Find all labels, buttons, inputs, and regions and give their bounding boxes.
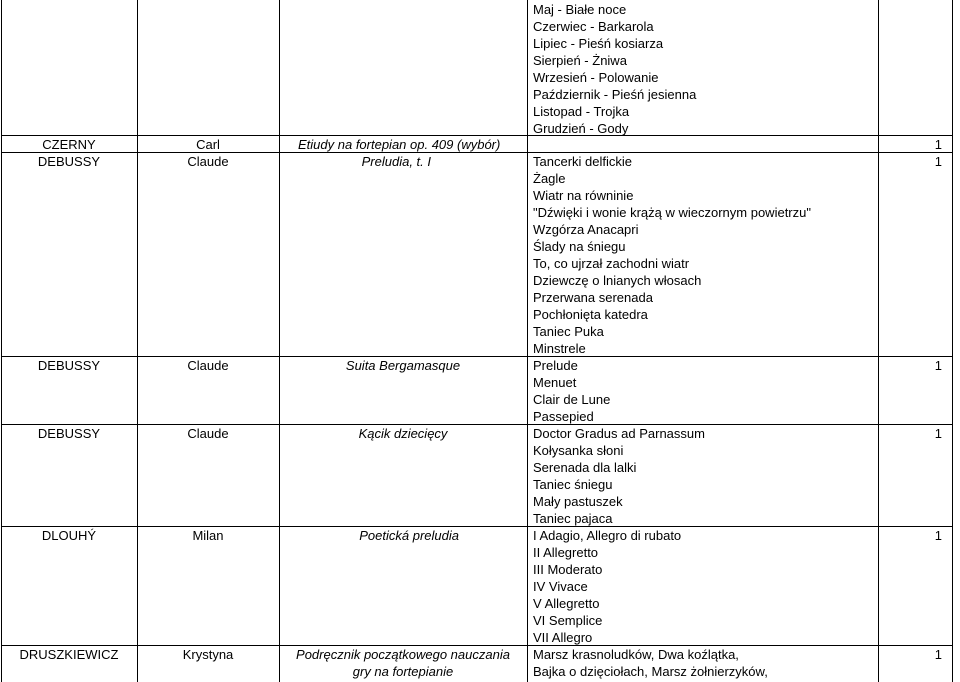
title-line: II Allegretto	[533, 545, 599, 560]
title-line: Pochłonięta katedra	[533, 307, 648, 322]
title-line: Marsz krasnoludków, Dwa koźlątka,	[533, 647, 739, 662]
composer-surname: DEBUSSY	[37, 426, 101, 441]
title-line: Wrzesień - Polowanie	[533, 70, 659, 85]
work-title: Etiudy na fortepian op. 409 (wybór)	[298, 137, 501, 152]
title-line: Serenada dla lalki	[533, 460, 637, 475]
title-line: Wiatr na równinie	[533, 188, 634, 203]
title-line: Lipiec - Pieśń kosiarza	[533, 36, 664, 51]
grid-line	[279, 0, 280, 682]
title-line: Tancerki delfickie	[533, 154, 632, 169]
title-line: Sierpień - Żniwa	[533, 53, 627, 68]
title-line: Passepied	[533, 409, 594, 424]
grid-line	[527, 0, 528, 682]
title-line: To, co ujrzał zachodni wiatr	[533, 256, 690, 271]
work-title: Poetická preludia	[359, 528, 459, 543]
composer-first-name: Carl	[196, 137, 220, 152]
grid-line	[1, 0, 2, 682]
composer-first-name: Claude	[187, 426, 229, 441]
work-title: Kącik dziecięcy	[358, 426, 448, 441]
count: 1	[934, 426, 942, 441]
composer-first-name: Claude	[187, 358, 229, 373]
title-line: Menuet	[533, 375, 577, 390]
grid-line	[952, 0, 953, 682]
title-line: Przerwana serenada	[533, 290, 653, 305]
composer-surname: DEBUSSY	[37, 358, 101, 373]
title-line: Wzgórza Anacapri	[533, 222, 639, 237]
title-line: Mały pastuszek	[533, 494, 623, 509]
composer-surname: DRUSZKIEWICZ	[19, 647, 119, 662]
title-line: III Moderato	[533, 562, 603, 577]
grid-line	[137, 0, 138, 682]
work-title: Suita Bergamasque	[345, 358, 461, 373]
title-line: Clair de Lune	[533, 392, 611, 407]
title-line: Taniec pajaca	[533, 511, 613, 526]
title-line: Żagle	[533, 171, 566, 186]
grid-line	[878, 0, 879, 682]
title-line: Minstrele	[533, 341, 586, 356]
count: 1	[934, 154, 942, 169]
title-line: Doctor Gradus ad Parnassum	[533, 426, 705, 441]
title-line: Czerwiec - Barkarola	[533, 19, 654, 34]
title-line: Listopad - Trojka	[533, 104, 630, 119]
count: 1	[934, 647, 942, 662]
title-line: Dziewczę o lnianych włosach	[533, 273, 702, 288]
count: 1	[934, 358, 942, 373]
title-line: VII Allegro	[533, 630, 593, 645]
work-title-line2: gry na fortepianie	[352, 664, 454, 679]
title-line: V Allegretto	[533, 596, 600, 611]
title-line: Taniec Puka	[533, 324, 604, 339]
title-line: Grudzień - Gody	[533, 121, 629, 136]
composer-first-name: Milan	[192, 528, 224, 543]
title-line: Maj - Białe noce	[533, 2, 627, 17]
composer-surname: DEBUSSY	[37, 154, 101, 169]
composer-surname: DLOUHÝ	[41, 528, 97, 543]
count: 1	[934, 528, 942, 543]
title-line: Prelude	[533, 358, 578, 373]
count: 1	[934, 137, 942, 152]
title-line: Kołysanka słoni	[533, 443, 624, 458]
title-line: Ślady na śniegu	[533, 239, 626, 254]
title-line: "Dźwięki i wonie krążą w wieczornym powietrzu"	[533, 205, 811, 220]
composer-first-name: Claude	[187, 154, 229, 169]
title-line: IV Vivace	[533, 579, 588, 594]
title-line: Październik - Pieśń jesienna	[533, 87, 697, 102]
title-line: Bajka o dzięciołach, Marsz żołnierzyków,	[533, 664, 768, 679]
title-line: Taniec śniegu	[533, 477, 613, 492]
title-line: VI Semplice	[533, 613, 603, 628]
work-title: Podręcznik początkowego nauczania	[296, 647, 510, 662]
title-line: I Adagio, Allegro di rubato	[533, 528, 682, 543]
work-title: Preludia, t. I	[361, 154, 431, 169]
composer-first-name: Krystyna	[182, 647, 234, 662]
composer-surname: CZERNY	[42, 137, 96, 152]
